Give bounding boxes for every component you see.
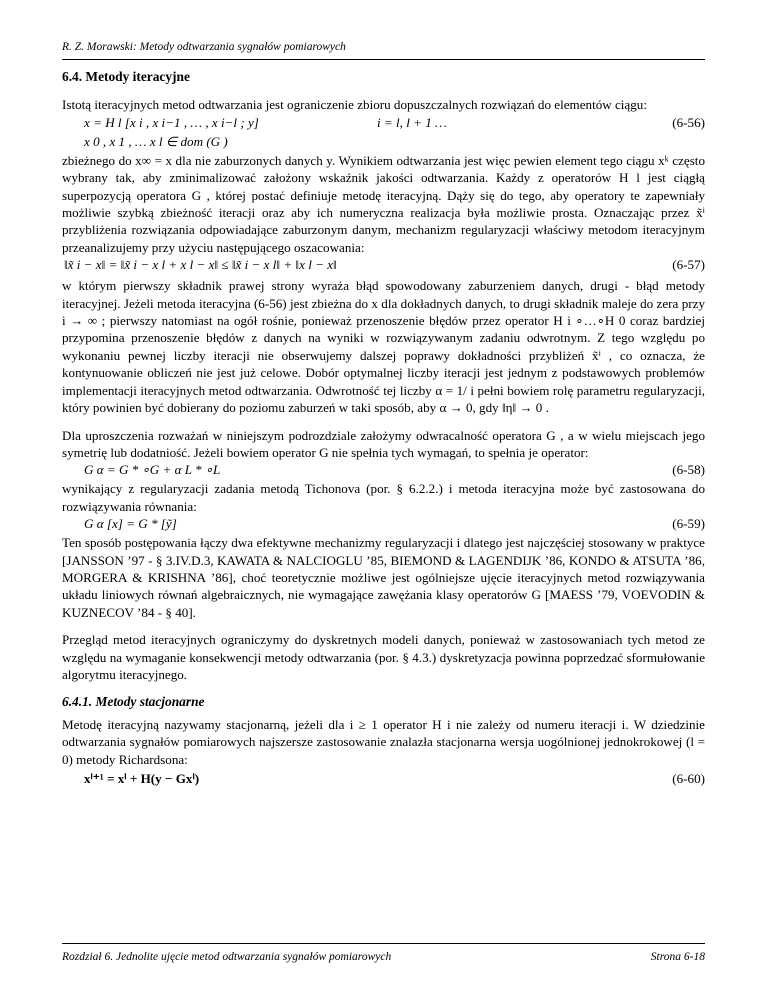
paragraph: zbieżnego do x∞ = x dla nie zaburzonych danych y. Wynikiem odtwarzania jest więc pewien element tego ciągu xᵏ często wybrany tak, aby zminimalizować założony wskaźnik jakości odtwarzania. Każdy z operatorów H l jest ciągłą superpozycją operatora G , której postać definiuje metodę iteracyjną. Dąży się do tego, aby operatory te zapewniały możliwie szybką zbieżność iteracji oraz aby ich numeryczna realizacja była możliwie prosta. Oznaczając przez x̃ⁱ przybliżenia rozwiązania odpowiadające zaburzonym danym, mechanizm regularyzacji właściwy metodom iteracyjnym przeanalizujemy przy użyciu następującego oszacowania: [62,152,705,255]
equation-formula: x 0 , x 1 , … x l ∈ dom (G ) [84,133,228,149]
equation-6-56 [62,114,705,133]
page-footer [62,951,705,963]
paragraph: Istotą iteracyjnych metod odtwarzania jest ograniczenie zbioru dopuszczalnych rozwiązań do elementów ciągu: [62,97,647,113]
equation-formula: x = H l [x i , x i−1 , … , x i−l ; y] [84,114,259,130]
page-body [62,68,705,789]
footer-rule [62,943,705,944]
equation-formula: ‖x̃ i − x‖ = ‖x̃ i − x l + x l − x‖ ≤ ‖x̃ i − x l‖ + ‖x l − x‖ [64,257,337,273]
equation-6-58 [62,461,705,480]
equation-number: (6-60) [672,771,705,786]
paragraph: w którym pierwszy składnik prawej strony wyraża błąd spowodowany zaburzeniem danych, drugi - błąd metody iteracyjnej. Jeżeli metoda iteracyjna (6-56) jest zbieżna do x dla dokładnych danych, to drugi składnik maleje do zera przy i → ∞ ; pierwszy natomiast na ogół rośnie, ponieważ przenoszenie błędów przez operator H i ∘…∘H 0 coraz bardziej przypomina przenoszenie błędów z danych na wyniki w rozwiązywanym zadaniu odwrotnym. Z tego względu po wykonaniu pewnej liczby iteracji nie obserwujemy dalszej poprawy dokładności przybliżeń x̃ⁱ , co oznacza, że kontynuowanie obliczeń nie jest już celowe. Dobór optymalnej liczby iteracji jest jednym z podstawowych problemów implementacji iteracyjnych metod odtwarzania. Odwrotność tej liczby α = 1/ i pełni bowiem rolę parametru regularyzacji, który powinien być dobierany do poziomu zaburzeń w taki sposób, aby α → 0, gdy ‖η‖ → 0 . [62,278,705,416]
equation-number: (6-56) [672,114,705,130]
equation-number: (6-59) [672,516,705,532]
section-title: 6.4. Metody iteracyjne [62,69,190,84]
paragraph: Przegląd metod iteracyjnych ograniczymy do dyskretnych modeli danych, ponieważ w zastosowaniach tych metod ze względu na wymaganie konsekwencji metody odtwarzania (por. § 4.3.) dyskretyzacja powinna poprzedzać sformułowanie algorytmu iteracyjnego. [62,632,705,682]
equation-6-57 [62,256,705,277]
paragraph: Metodę iteracyjną nazywamy stacjonarną, jeżeli dla i ≥ 1 operator H i nie zależy od numeru iteracji i. W dziedzinie odtwarzania sygnałów pomiarowych najszersze zastosowanie znalazła stacjonarna wersja uogólnionej jednokrokowej (l = 0) metody Richardsona: [62,716,705,767]
paragraph: Ten sposób postępowania łączy dwa efektywne mechanizmy regularyzacji i dlatego jest najczęściej stosowany w praktyce [JANSSON ’97 - § 3.IV.D.3, KAWATA & NALCIOGLU ’85, BIEMOND & LAGENDIJK ’86, KONDO & ATSUTA ’86, MORGERA & KRISHNA ’86], choć teoretycznie możliwe jest ogólniejsze ujęcie iteracyjnych metod rozwiązywania układu liniowych równań algebraicznych, nie wymagające zawężania klasy operatorów G [MAESS ’79, VOEVODIN & KUZNECOV ’84 - § 40]. [62,535,705,620]
paragraph: wynikający z regularyzacji zadania metodą Tichonova (por. § 6.2.2.) i metoda iteracyjna może być zastosowana do rozwiązywania równania: [62,481,705,514]
paragraph: Dla uproszczenia rozważań w niniejszym podrozdziale założymy odwracalność operatora G , a w wielu miejscach jego symetrię lub dodatniość. Jeżeli bowiem operator G nie spełnia tych wymagań, to spełnia je operator: [62,427,705,460]
equation-number: (6-57) [672,257,705,273]
subsection-title: 6.4.1. Metody stacjonarne [62,694,205,710]
equation-formula: G α [x] = G * [ỹ] [84,516,177,532]
page-number: Strona 6-18 [650,951,705,963]
equation-6-56-init [62,133,705,152]
header-rule [62,59,705,60]
equation-number: (6-58) [672,462,705,478]
running-header: R. Z. Morawski: Metody odtwarzania sygnałów pomiarowych [62,41,346,53]
equation-formula: G α = G * ∘G + α L * ∘L [84,462,221,478]
document-page [62,0,705,994]
equation-6-59 [62,515,705,534]
footer-chapter: Rozdział 6. Jednolite ujęcie metod odtwarzania sygnałów pomiarowych [62,951,392,963]
equation-6-60 [62,770,705,789]
equation-condition: i = l, l + 1 … [377,114,447,130]
equation-formula: xⁱ⁺¹ = xⁱ + H(y − Gxⁱ) [84,771,200,786]
